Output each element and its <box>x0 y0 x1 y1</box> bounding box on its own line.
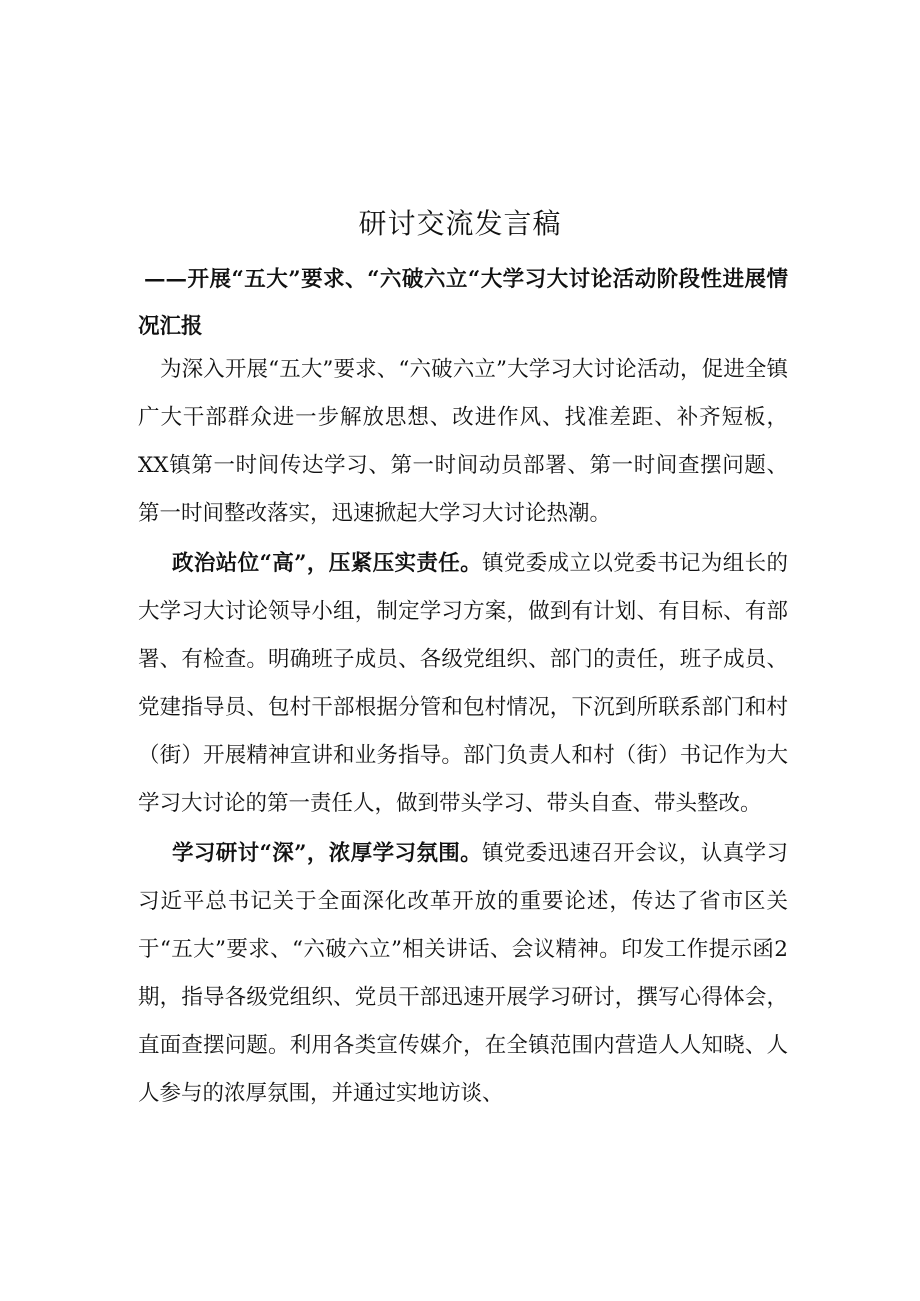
paragraph-political-stance-text: 镇党委成立以党委书记为组长的大学习大讨论领导小组，制定学习方案，做到有计划、有目标、有部署、有检查。明确班子成员、各级党组织、部门的责任，班子成员、党建指导员、包村干部根据分管和包村情况，下沉到所联系部门和村（街）开展精神宣讲和业务指导。部门负责人和村（街）书记作为大学习大讨论的第一责任人，做到带头学习、带头自查、带头整改。 <box>138 551 788 816</box>
document-subtitle: ——开展“五大”要求、“六破六立“大学习大讨论活动阶段性进展情况汇报 <box>138 267 788 339</box>
paragraph-political-stance-heading: 政治站位“高”，压紧压实责任。 <box>172 551 482 576</box>
paragraph-study-discussion-text: 镇党委迅速召开会议，认真学习习近平总书记关于全面深化改革开放的重要论述，传达了省市区关于“五大”要求、“六破六立”相关讲话、会议精神。印发工作提示函2期，指导各级党组织、党员干部迅速开展学习研讨，撰写心得体会，直面查摆问题。利用各类宣传媒介，在全镇范围内营造人人知晓、人人参与的浓厚氛围，并通过实地访谈、 <box>138 841 788 1106</box>
paragraph-intro <box>138 346 788 538</box>
paragraph-study-discussion-heading: 学习研讨“深”，浓厚学习氛围。 <box>172 841 482 866</box>
paragraph-political-stance <box>138 540 788 828</box>
document-title: 研讨交流发言稿 <box>358 207 562 240</box>
paragraph-study-discussion <box>138 830 788 1118</box>
paragraph-intro-text: 为深入开展“五大”要求、“六破六立”大学习大讨论活动，促进全镇广大干部群众进一步解放思想、改进作风、找准差距、补齐短板，XX镇第一时间传达学习、第一时间动员部署、第一时间查摆问题、第一时间整改落实，迅速掀起大学习大讨论热潮。 <box>138 357 788 526</box>
